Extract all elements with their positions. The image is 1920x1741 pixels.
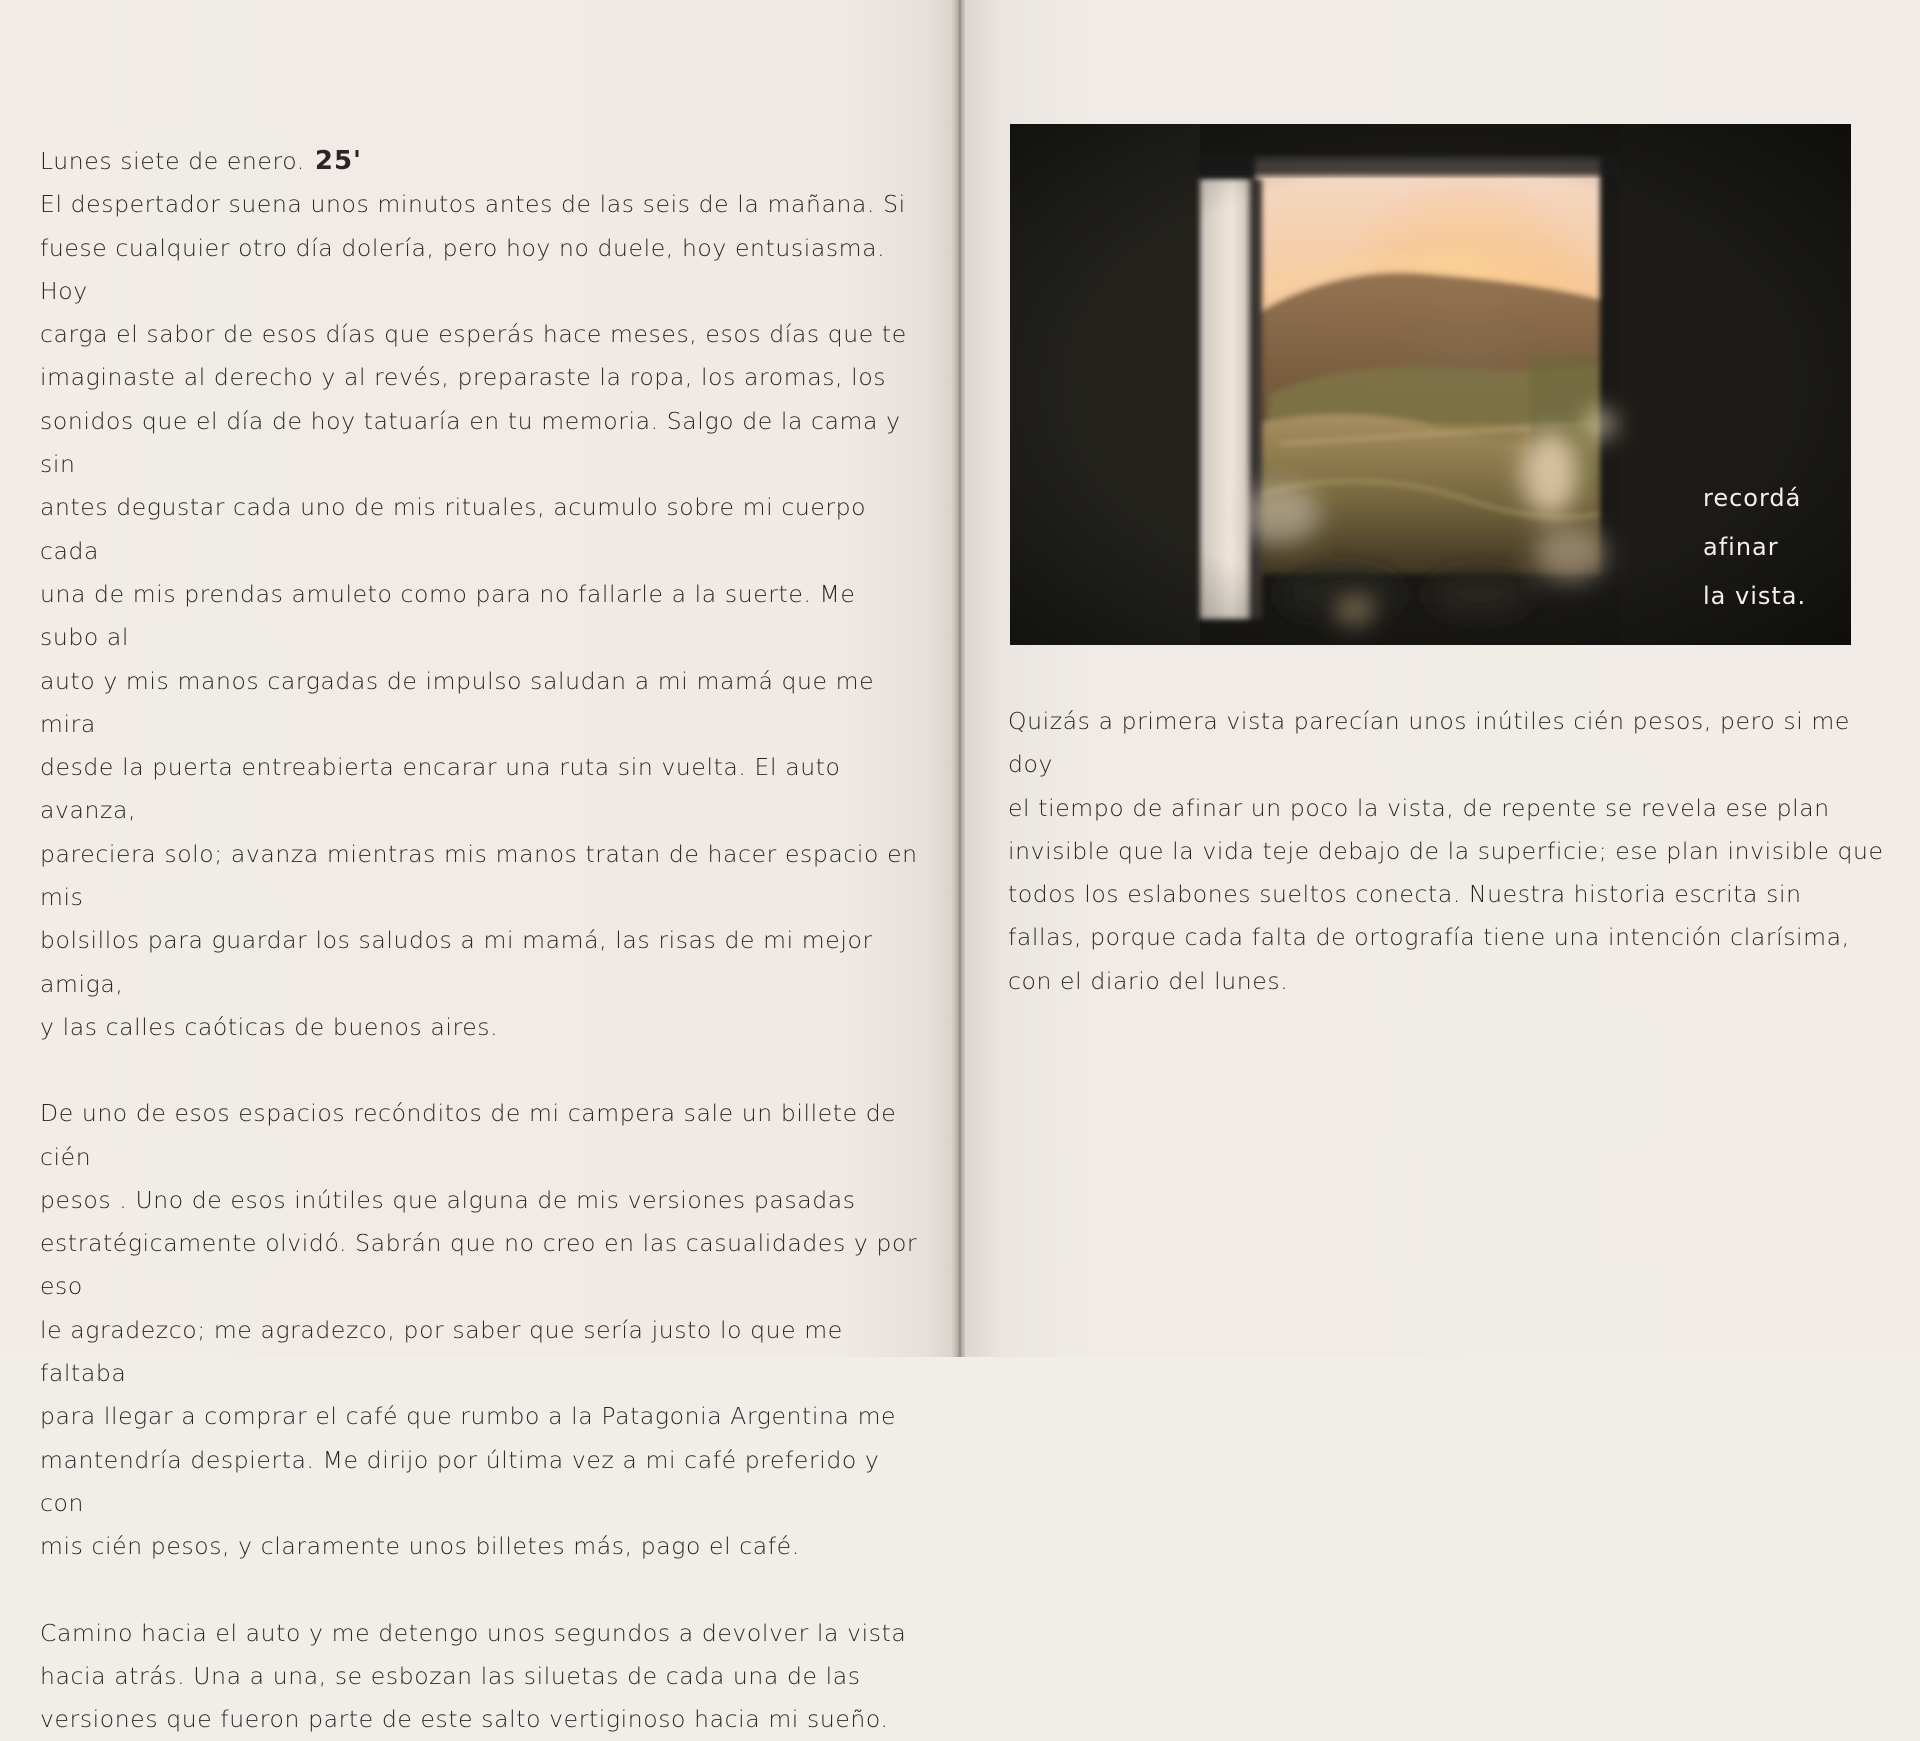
entry-date-line <box>40 140 920 183</box>
right-page-paragraph: Quizás a primera vista parecían unos inútiles cién pesos, pero si me doy el tiempo de afinar un poco la vista, de repente se revela ese plan invisible que la vida teje debajo de la superficie; ese plan invisible que todos los eslabones sueltos conecta. Nuestra historia escrita sin fallas, porque cada falta de ortografía tiene una intención clarísima, con el diario del lunes. <box>1008 700 1888 1003</box>
paragraph-spacer <box>40 1569 920 1612</box>
left-page <box>0 0 955 1357</box>
left-page-text <box>40 140 920 1741</box>
paragraph-3: Camino hacia el auto y me detengo unos segundos a devolver la vista hacia atrás. Una a una, se esbozan las siluetas de cada una de las versiones que fueron parte de este salto vertiginoso hacia mi sueño. <box>40 1612 920 1741</box>
window-sunset-photo <box>1010 124 1851 645</box>
photo-caption: recordá afinar la vista. <box>1703 474 1833 621</box>
paragraph-1: El despertador suena unos minutos antes de las seis de la mañana. Si fuese cualquier otro día dolería, pero hoy no duele, hoy entusiasma. Hoy carga el sabor de esos días que esperás hace meses, esos días que te imaginaste al derecho y al revés, preparaste la ropa, los aromas, los sonidos que el día de hoy tatuaría en tu memoria. Salgo de la cama y sin antes degustar cada uno de mis rituales, acumulo sobre mi cuerpo cada una de mis prendas amuleto como para no fallarle a la suerte. Me subo al auto y mis manos cargadas de impulso saludan a mi mamá que me mira desde la puerta entreabierta encarar una ruta sin vuelta. El auto avanza, pareciera solo; avanza mientras mis manos tratan de hacer espacio en mis bolsillos para guardar los saludos a mi mamá, las risas de mi mejor amiga, y las calles caóticas de buenos aires. <box>40 183 920 1049</box>
paragraph-2: De uno de esos espacios recónditos de mi campera sale un billete de cién pesos . Uno de esos inútiles que alguna de mis versiones pasadas estratégicamente olvidó. Sabrán que no creo en las casualidades y por eso le agradezco; me agradezco, por saber que sería justo lo que me faltaba para llegar a comprar el café que rumbo a la Patagonia Argentina me mantendría despierta. Me dirijo por última vez a mi café preferido y con mis cién pesos, y claramente unos billetes más, pago el café. <box>40 1092 920 1568</box>
paragraph-spacer <box>40 1049 920 1092</box>
entry-year: 25' <box>315 146 362 176</box>
entry-date: Lunes siete de enero. <box>40 147 305 175</box>
